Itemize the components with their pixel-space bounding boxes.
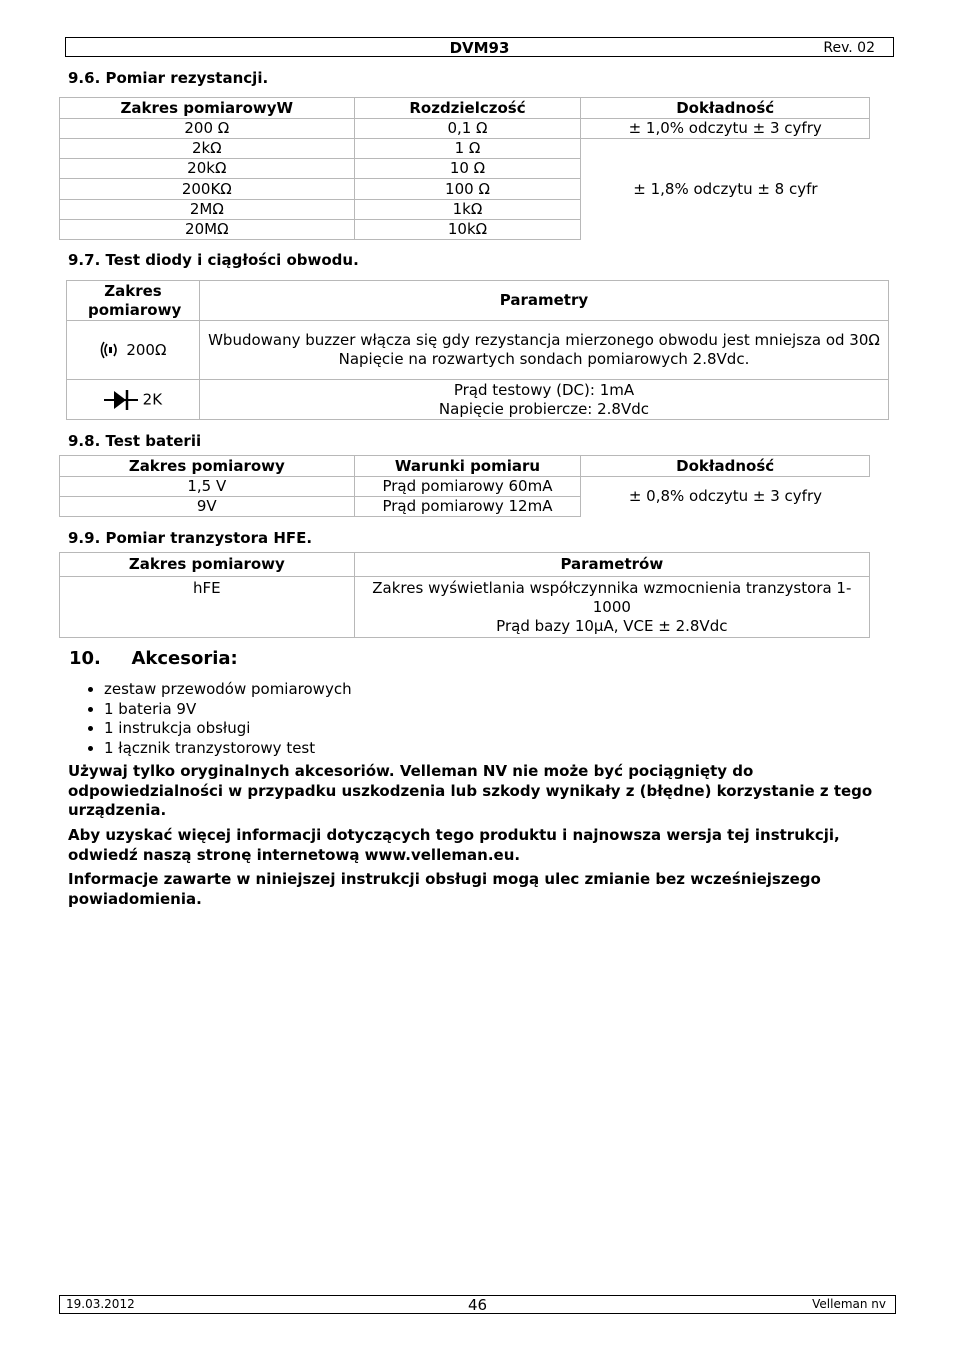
parameter-line: Prąd bazy 10µA, VCE ± 2.8Vdc: [496, 616, 728, 635]
range-cell: 200KΩ: [60, 179, 355, 200]
notice-paragraph: Informacje zawarte w niniejszej instrukcji obsługi mogą ulec zmianie bez wcześniejszego powiadomienia.: [68, 870, 821, 908]
section-title-9-8: 9.8. Test baterii: [68, 432, 202, 450]
table-row: [60, 477, 870, 497]
section-number: 10.: [69, 648, 101, 669]
table-row: [60, 139, 870, 159]
resistance-table: [59, 97, 870, 240]
battery-test-table: [59, 455, 870, 517]
list-item: • 1 instrukcja obsługi: [104, 719, 352, 739]
range-cell: hFE: [60, 577, 355, 638]
page-footer: [59, 1295, 896, 1314]
footer-date: 19.03.2012: [66, 1297, 135, 1311]
resolution-cell: 10 Ω: [354, 159, 581, 179]
section-heading-text: Akcesoria:: [131, 648, 238, 669]
parameters-cell: [199, 380, 888, 420]
parameter-line: Wbudowany buzzer włącza się gdy rezystancja mierzonego obwodu jest mniejsza od 30Ω: [208, 331, 880, 349]
resolution-cell: 100 Ω: [354, 179, 581, 200]
diode-continuity-table: [66, 280, 889, 420]
col-header-parameters: Parametrów: [354, 553, 869, 577]
conditions-cell: Prąd pomiarowy 12mA: [354, 497, 581, 517]
col-header-accuracy: Dokładność: [581, 456, 870, 477]
buzzer-icon: [100, 341, 122, 359]
revision-label: Rev. 02: [823, 40, 875, 56]
range-text: 2K: [142, 390, 163, 408]
table-row: [67, 380, 889, 420]
transistor-hfe-table: [59, 552, 870, 638]
range-cell: [67, 321, 200, 380]
col-header-parameters: Parametry: [199, 281, 888, 321]
accuracy-cell: ± 1,8% odczytu ± 8 cyfr: [581, 139, 870, 240]
section-title-9-6: 9.6. Pomiar rezystancji.: [68, 69, 269, 87]
range-text: 200Ω: [126, 340, 167, 359]
col-header-range: Zakres pomiarowyW: [60, 98, 355, 119]
resolution-cell: 1 Ω: [354, 139, 581, 159]
section-heading-10: [69, 648, 238, 669]
col-header-range: Zakres pomiarowy: [60, 553, 355, 577]
section-title-9-7: 9.7. Test diody i ciągłości obwodu.: [68, 251, 359, 269]
col-header-resolution: Rozdzielczość: [354, 98, 581, 119]
col-header-conditions: Warunki pomiaru: [354, 456, 581, 477]
range-cell: 20MΩ: [60, 220, 355, 240]
warning-paragraph: Używaj tylko oryginalnych akcesoriów. Velleman NV nie może być pociągnięty do odpowiedzialności w przypadku uszkodzenia lub szkody wynikały z (błędne) korzystanie z tego urządzenia.: [68, 762, 873, 819]
parameters-cell: [354, 577, 869, 638]
list-item: • 1 bateria 9V: [104, 700, 352, 720]
range-cell: 2MΩ: [60, 200, 355, 220]
col-header-range: Zakres pomiarowy: [60, 456, 355, 477]
accessories-list: [70, 680, 352, 758]
page-header: [65, 37, 894, 57]
resolution-cell: 0,1 Ω: [354, 119, 581, 139]
col-header-range: [67, 281, 200, 321]
range-header-text: Zakres pomiarowy: [87, 281, 182, 319]
footer-company: Velleman nv: [812, 1297, 886, 1311]
section-title-9-9: 9.9. Pomiar tranzystora HFE.: [68, 529, 313, 547]
parameter-line: Zakres wyświetlania współczynnika wzmocnienia tranzystora 1-1000: [372, 578, 852, 616]
table-row: [67, 321, 889, 380]
resolution-cell: 10kΩ: [354, 220, 581, 240]
accuracy-cell: ± 1,0% odczytu ± 3 cyfry: [581, 119, 870, 139]
info-paragraph: Aby uzyskać więcej informacji dotyczących tego produktu i najnowsza wersja tej instrukcji, odwiedź naszą stronę internetową www.velleman.eu.: [68, 826, 840, 864]
parameter-line: Napięcie na rozwartych sondach pomiarowych 2.8Vdc.: [338, 350, 750, 368]
range-cell: 1,5 V: [60, 477, 355, 497]
col-header-accuracy: Dokładność: [581, 98, 870, 119]
parameter-line: Napięcie probiercze: 2.8Vdc: [438, 399, 650, 418]
resolution-cell: 1kΩ: [354, 200, 581, 220]
diode-icon: [104, 389, 138, 411]
table-row: [60, 119, 870, 139]
range-cell: 200 Ω: [60, 119, 355, 139]
range-cell: 9V: [60, 497, 355, 517]
range-cell: 20kΩ: [60, 159, 355, 179]
list-item: • zestaw przewodów pomiarowych: [104, 680, 352, 700]
list-item: • 1 łącznik tranzystorowy test: [104, 739, 352, 759]
table-row: [60, 577, 870, 638]
range-cell: 2kΩ: [60, 139, 355, 159]
range-cell: [67, 380, 200, 420]
conditions-cell: Prąd pomiarowy 60mA: [354, 477, 581, 497]
parameter-line: Prąd testowy (DC): 1mA: [453, 380, 635, 399]
page-number: 46: [467, 1296, 488, 1314]
parameters-cell: [199, 321, 888, 380]
accuracy-cell: ± 0,8% odczytu ± 3 cyfry: [581, 477, 870, 517]
document-title: DVM93: [449, 39, 510, 57]
